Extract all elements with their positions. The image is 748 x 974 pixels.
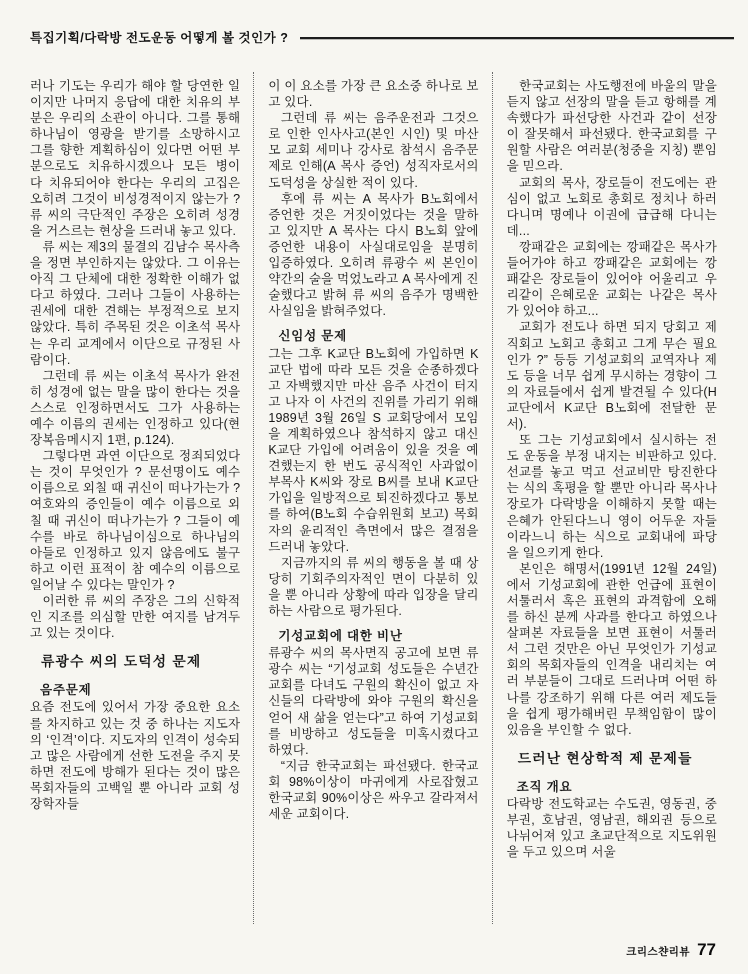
page-footer [626,940,716,960]
paragraph: 한국교회는 사도행전에 바울의 말을 듣지 않고 선장의 말을 듣고 항해를 계속했다가 파선당한 사건과 같이 선장이 잘못해서 파선됐다. 한국교회를 구원할 사람은 여러분(청중을 지칭) 뿐임을 믿으라. [506,79,717,174]
paragraph: 깡패같은 교회에는 깡패같은 목사가 들어가야 하고 깡패같은 교회에는 깡패같은 장로들이 있어야 어울리고 우리같이 은혜로운 교회는 나같은 목사가 있어야 하고... [506,239,717,319]
paragraph: 그런데 류 씨는 음주운전과 그것으로 인한 인사사고(본인 시인) 및 마산 모 교회 세미나 강사로 참석시 음주문제로 인해(A 목사 증언) 성직자로서의 도덕성을 상실한 적이 있다. [268,111,479,190]
page-number: 77 [697,940,716,959]
paragraph: “지금 한국교회는 파선됐다. 한국교회 98%이상이 마귀에게 사로잡혔고 한국교회 90%이상은 싸우고 갈라져서 세운 교회이다. [268,758,479,822]
paragraph: 그는 그후 K교단 B노회에 가입하면 K교단 법에 따라 모든 것을 순종하겠다고 자백했지만 마산 음주 사건이 터지고 나자 이 사건의 진위를 가리기 위해 1989년 3월 26일 S 교회당에서 모임을 계획하였으나 참석하지 않고 대신 K교단 가입에 어려움이 있을 것을 예견했는지 한 번도 공식적인 사과없이 부목사 K씨와 장로 B씨를 보내 K교단 가입을 일방적으로 퇴진하겠다고 통보를 하여(B노회 수습위원회 보고) 목회자의 윤리적인 측면에서 많은 결점을 드러내 놓았다. [268,346,479,554]
section-heading: 드러난 현상학적 제 문제들 [517,750,693,766]
paragraph: 류 씨는 제3의 물결의 김남수 목사측을 정면 부인하지는 않았다. 그 이유는 아직 그 단체에 대한 정확한 이해가 없다고 하였다. 그러나 그들이 사용하는 권세에 대한 견해는 부정적으로 보지 않았다. 특히 주목된 것은 이초석 목사는 우리 교계에서 이단으로 규정된 사람이다. [30,239,241,367]
section-heading: 류광수 씨의 도덕성 문제 [41,654,202,670]
paragraph: 이러한 류 씨의 주장은 그의 신학적인 지조를 의심할 만한 여지를 남겨두고 있는 것이다. [30,594,241,641]
paragraph: 지금까지의 류 씨의 행동을 볼 때 상당히 기회주의자적인 면이 다분히 있을 뿐 아니라 상황에 따라 입장을 달리하는 사람으로 평가된다. [268,555,479,618]
paragraph: 요즘 전도에 있어서 가장 중요한 요소를 차지하고 있는 것 중 하나는 지도자의 ‘인격’이다. 지도자의 인격이 성숙되고 많은 사람에게 선한 도전을 주지 못하면 전도에 방해가 된다는 것이 많은 목회자들의 고백일 뿐 아니라 교회 성장학자들 [30,700,241,812]
magazine-name: 크리스챤리뷰 [626,946,691,958]
article-body [30,72,730,924]
page-header [30,28,734,46]
paragraph: 또 그는 기성교회에서 실시하는 전도 운동을 부정 내지는 비판하고 있다. 선교를 놓고 먹고 선교비만 탕진한다는 식의 혹평을 할 뿐만 아니라 목사나 장로가 다락방을 이해하지 못할 때는 은혜가 안된다느니 영이 어두운 자들이라느니 하는 식으로 교회내에 파당을 일으키게 한다. [506,433,717,560]
paragraph: 교회가 전도나 하면 되지 당회고 제직회고 노회고 총회고 그게 무슨 필요인가 ?” 등등 기성교회의 교역자나 제도 등을 너무 쉽게 무시하는 경향이 그의 자료들에서 쉽게 발견될 수 있다(H교단에서 K교단 B노회에 전달한 문서). [506,320,717,431]
running-head-title: 특집기획/다락방 전도운동 어떻게 볼 것인가 ? [30,31,289,45]
column-2 [254,72,492,924]
paragraph: 류광수 씨의 목사면직 공고에 보면 류광수 씨는 “기성교회 성도들은 수년간 교회를 다녀도 구원의 확신이 없고 자신들의 다락방에 와야 구원의 확신을 얻어 새 삶을 얻는다”고 하여 기성교회를 비방하고 성도들을 미혹시켰다고 하였다. [268,646,479,757]
sub-heading: 음주문제 [40,683,92,698]
column-1 [30,72,254,924]
sub-heading: 신임성 문제 [278,329,347,344]
header-rule [300,37,734,39]
paragraph: 교회의 목사, 장로들이 전도에는 관심이 없고 노회로 총회로 정치나 하러 다니며 명예나 이권에 급급해 다니는데... [506,175,717,238]
paragraph: 후에 류 씨는 A 목사가 B노회에서 증언한 것은 거짓이었다는 것을 말하고 있지만 A 목사는 다시 B노회 앞에 증언한 내용이 사실대로임을 분명히 입증하였다. 오히려 류광수 씨 본인이 약간의 술을 먹었노라고 A 목사에게 진술했다고 밝혀 류 씨의 음주가 명백한 사실임을 밝혀주었다. [268,191,479,319]
paragraph: 그런데 류 씨는 이초석 목사가 완전히 성경에 없는 말을 많이 한다는 것을 스스로 인정하면서도 그가 사용하는 예수 이름의 권세는 인정하고 있다(현장복음메시지 1편, p.124). [30,368,241,448]
paragraph: 러나 기도는 우리가 해야 할 당연한 일이지만 나머지 응답에 대한 치유의 부분은 우리의 소관이 아니다. 그를 통해 하나님이 영광을 받기를 소망하시고 그를 향한 계획하심이 있다면 어떤 부분으로도 치유하시겠으나 모든 병이 다 치유되어야 한다는 우리의 고집은 오히려 그것이 비성경적이지 않는가 ? 류 씨의 극단적인 주장은 오히려 성경을 거스르는 현상을 드러내 놓고 있다. [30,79,241,238]
paragraph: 본인은 해명서(1991년 12월 24일)에서 기성교회에 관한 언급에 표현이 서툴러서 혹은 표현의 과격함에 오해를 하신 분께 사과를 한다고 하였으나 살펴본 자료들을 보면 표현이 서툴러서 그런 것만은 아닌 무엇인가 기성교회의 목회자들의 인격을 내리치는 여러 부분들이 그대로 드러나며 어떤 하나를 강조하기 위해 다른 여러 제도들을 쉽게 평가해버린 무책임함이 많이 있음을 부인할 수 없다. [506,561,717,737]
paragraph: 다락방 전도학교는 수도권, 영동권, 중부권, 호남권, 영남권, 해외권 등으로 나뉘어져 있고 초교단적으로 지도위원을 두고 있으며 서울 [506,797,717,860]
paragraph: 그렇다면 과연 이단으로 정죄되었다는 것이 무엇인가 ? 문선명이도 예수 이름으로 외칠 때 귀신이 떠나가는가 ? 여호와의 증인들이 예수 이름으로 외칠 때 귀신이 떠나가는가 ? 그들이 예수를 바로 하나님이심으로 하나님의 아들로 인정하고 있지 않음에도 불구하고 이런 표적이 참 예수의 이름으로 일어날 수 있다는 말인가 ? [30,449,241,592]
sub-heading: 조직 개요 [516,779,573,794]
sub-heading: 기성교회에 대한 비난 [278,629,403,644]
column-3 [493,72,730,924]
paragraph: 이 이 요소를 가장 큰 요소중 하나로 보고 있다. [268,79,479,110]
